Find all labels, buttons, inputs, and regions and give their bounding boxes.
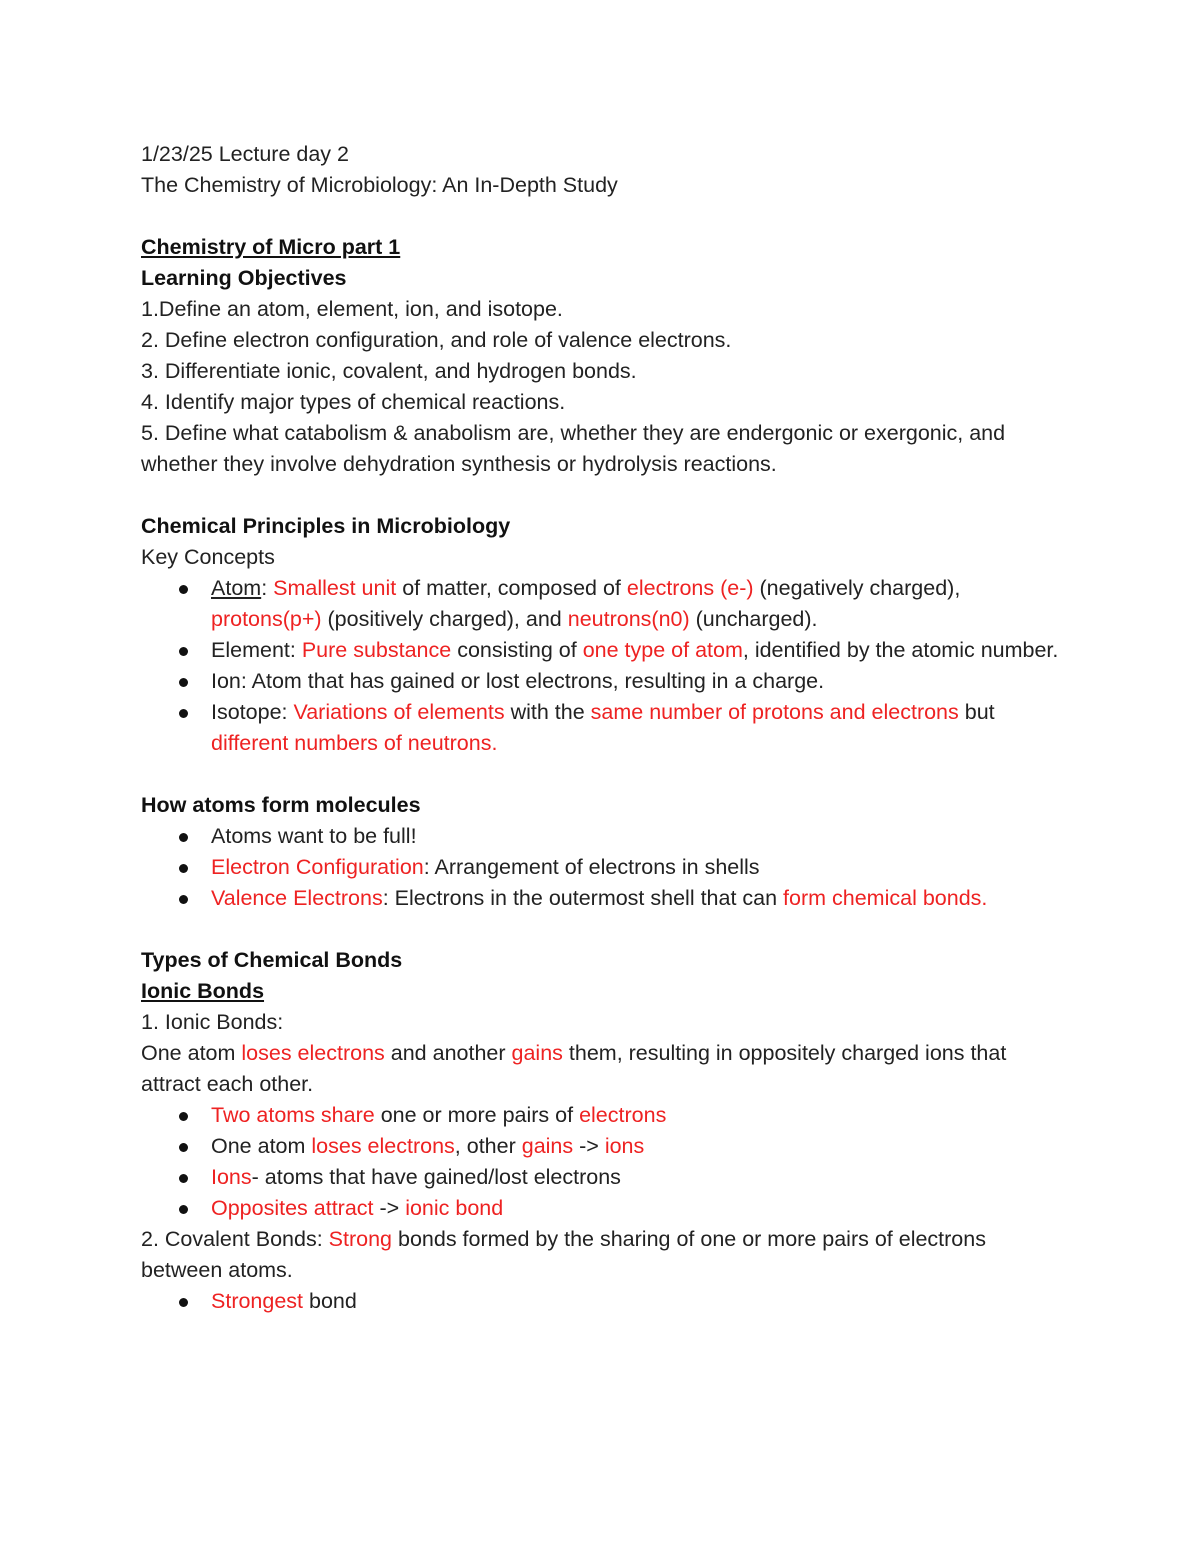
text-run: one or more pairs of <box>374 1103 580 1127</box>
ionic-bonds-list <box>141 1100 1061 1224</box>
list-item-loses-gains <box>211 1131 1061 1162</box>
text-run: 2. Covalent Bonds: <box>141 1227 329 1251</box>
text-run: but <box>958 700 995 724</box>
highlighted-text: Valence Electrons <box>211 886 383 910</box>
subheading-ionic-bonds: Ionic Bonds <box>141 979 265 1003</box>
section-heading-types-of-bonds: Types of Chemical Bonds <box>141 948 403 972</box>
text-run: (uncharged). <box>689 607 818 631</box>
text-run: consisting of <box>451 638 583 662</box>
highlighted-text: electrons <box>579 1103 667 1127</box>
text-run: : <box>261 576 274 600</box>
underlined-term: Atom <box>211 576 262 600</box>
molecules-list <box>141 821 1061 914</box>
list-item-element <box>211 635 1061 666</box>
text-run: them, resulting in oppositely charged ions that attract each other. <box>141 1041 1013 1096</box>
text-run: One atom <box>211 1134 312 1158</box>
spacer <box>141 914 1061 945</box>
text-run: - atoms that have gained/lost electrons <box>251 1165 621 1189</box>
list-item-opposites-attract <box>211 1193 1061 1224</box>
text-run: bond <box>303 1289 357 1313</box>
highlighted-text: different numbers of neutrons. <box>211 731 498 755</box>
subheading-learning-objectives: Learning Objectives <box>141 266 347 290</box>
text-run: -> <box>573 1134 605 1158</box>
list-item-isotope <box>211 697 1061 759</box>
text-run: , other <box>454 1134 522 1158</box>
list-item-atom <box>211 573 1061 635</box>
highlighted-text: loses electrons <box>311 1134 455 1158</box>
text-run: (positively charged), and <box>321 607 568 631</box>
text-run: One atom <box>141 1041 242 1065</box>
text-run: with the <box>504 700 591 724</box>
highlighted-text: electrons (e-) <box>626 576 754 600</box>
highlighted-text: neutrons(n0) <box>567 607 690 631</box>
section-heading-chemical-principles: Chemical Principles in Microbiology <box>141 514 511 538</box>
objective-2: 2. Define electron configuration, and role of valence electrons. <box>141 328 732 352</box>
highlighted-text: Smallest unit <box>273 576 397 600</box>
text-run: Isotope: <box>211 700 294 724</box>
document-page <box>141 139 1061 1317</box>
highlighted-text: loses electrons <box>241 1041 385 1065</box>
ionic-bonds-label: 1. Ionic Bonds: <box>141 1010 284 1034</box>
highlighted-text: Electron Configuration <box>211 855 424 879</box>
spacer <box>141 201 1061 232</box>
list-item-two-atoms-share <box>211 1100 1061 1131</box>
text-run: Ion: Atom that has gained or lost electrons, resulting in a charge. <box>211 669 825 693</box>
objective-5: 5. Define what catabolism & anabolism are, whether they are endergonic or exergonic, and whether they involve dehydration synthesis or hydrolysis reactions. <box>141 421 1012 476</box>
ionic-bonds-description <box>141 1038 1061 1100</box>
covalent-bonds-description <box>141 1224 1061 1286</box>
text-run: (negatively charged), <box>753 576 961 600</box>
spacer <box>141 759 1061 790</box>
highlighted-text: gains <box>521 1134 574 1158</box>
highlighted-text: Pure substance <box>301 638 452 662</box>
highlighted-text: Variations of elements <box>293 700 505 724</box>
highlighted-text: form chemical bonds. <box>783 886 988 910</box>
text-run: of matter, composed of <box>396 576 627 600</box>
section-heading-chemistry-of-micro: Chemistry of Micro part 1 <box>141 235 401 259</box>
highlighted-text: gains <box>511 1041 563 1065</box>
objective-3: 3. Differentiate ionic, covalent, and hydrogen bonds. <box>141 359 637 383</box>
spacer <box>141 480 1061 511</box>
text-run: bonds formed by the sharing of one or more pairs of electrons between atoms. <box>141 1227 992 1282</box>
list-item-electron-configuration <box>211 852 1061 883</box>
highlighted-text: protons(p+) <box>211 607 322 631</box>
text-run: : Electrons in the outermost shell that can <box>382 886 784 910</box>
key-concepts-list <box>141 573 1061 759</box>
list-item-ion <box>211 666 1061 697</box>
highlighted-text: same number of protons and electrons <box>590 700 959 724</box>
text-run: and another <box>384 1041 512 1065</box>
list-item-strongest-bond <box>211 1286 1061 1317</box>
lecture-date-line: 1/23/25 Lecture day 2 <box>141 142 349 166</box>
text-run: , identified by the atomic number. <box>742 638 1059 662</box>
subheading-key-concepts: Key Concepts <box>141 545 275 569</box>
objective-4: 4. Identify major types of chemical reactions. <box>141 390 566 414</box>
list-item-atoms-want-full <box>211 821 1061 852</box>
objective-1: 1.Define an atom, element, ion, and isotope. <box>141 297 563 321</box>
highlighted-text: ionic bond <box>405 1196 504 1220</box>
list-item-ions-definition <box>211 1162 1061 1193</box>
highlighted-text: Ions <box>211 1165 252 1189</box>
section-heading-how-atoms-form-molecules: How atoms form molecules <box>141 793 421 817</box>
highlighted-text: Two atoms share <box>211 1103 375 1127</box>
document-title: The Chemistry of Microbiology: An In-Depth Study <box>141 173 618 197</box>
text-run: Element: <box>211 638 302 662</box>
highlighted-text: ions <box>604 1134 645 1158</box>
highlighted-text: Strong <box>328 1227 393 1251</box>
covalent-bonds-list <box>141 1286 1061 1317</box>
list-item-valence-electrons <box>211 883 1061 914</box>
highlighted-text: one type of atom <box>582 638 743 662</box>
highlighted-text: Strongest <box>211 1289 304 1313</box>
highlighted-text: Opposites attract <box>211 1196 374 1220</box>
text-run: : Arrangement of electrons in shells <box>423 855 760 879</box>
objectives-list <box>141 294 1061 480</box>
text-run: -> <box>373 1196 406 1220</box>
text-run: Atoms want to be full! <box>211 824 417 848</box>
